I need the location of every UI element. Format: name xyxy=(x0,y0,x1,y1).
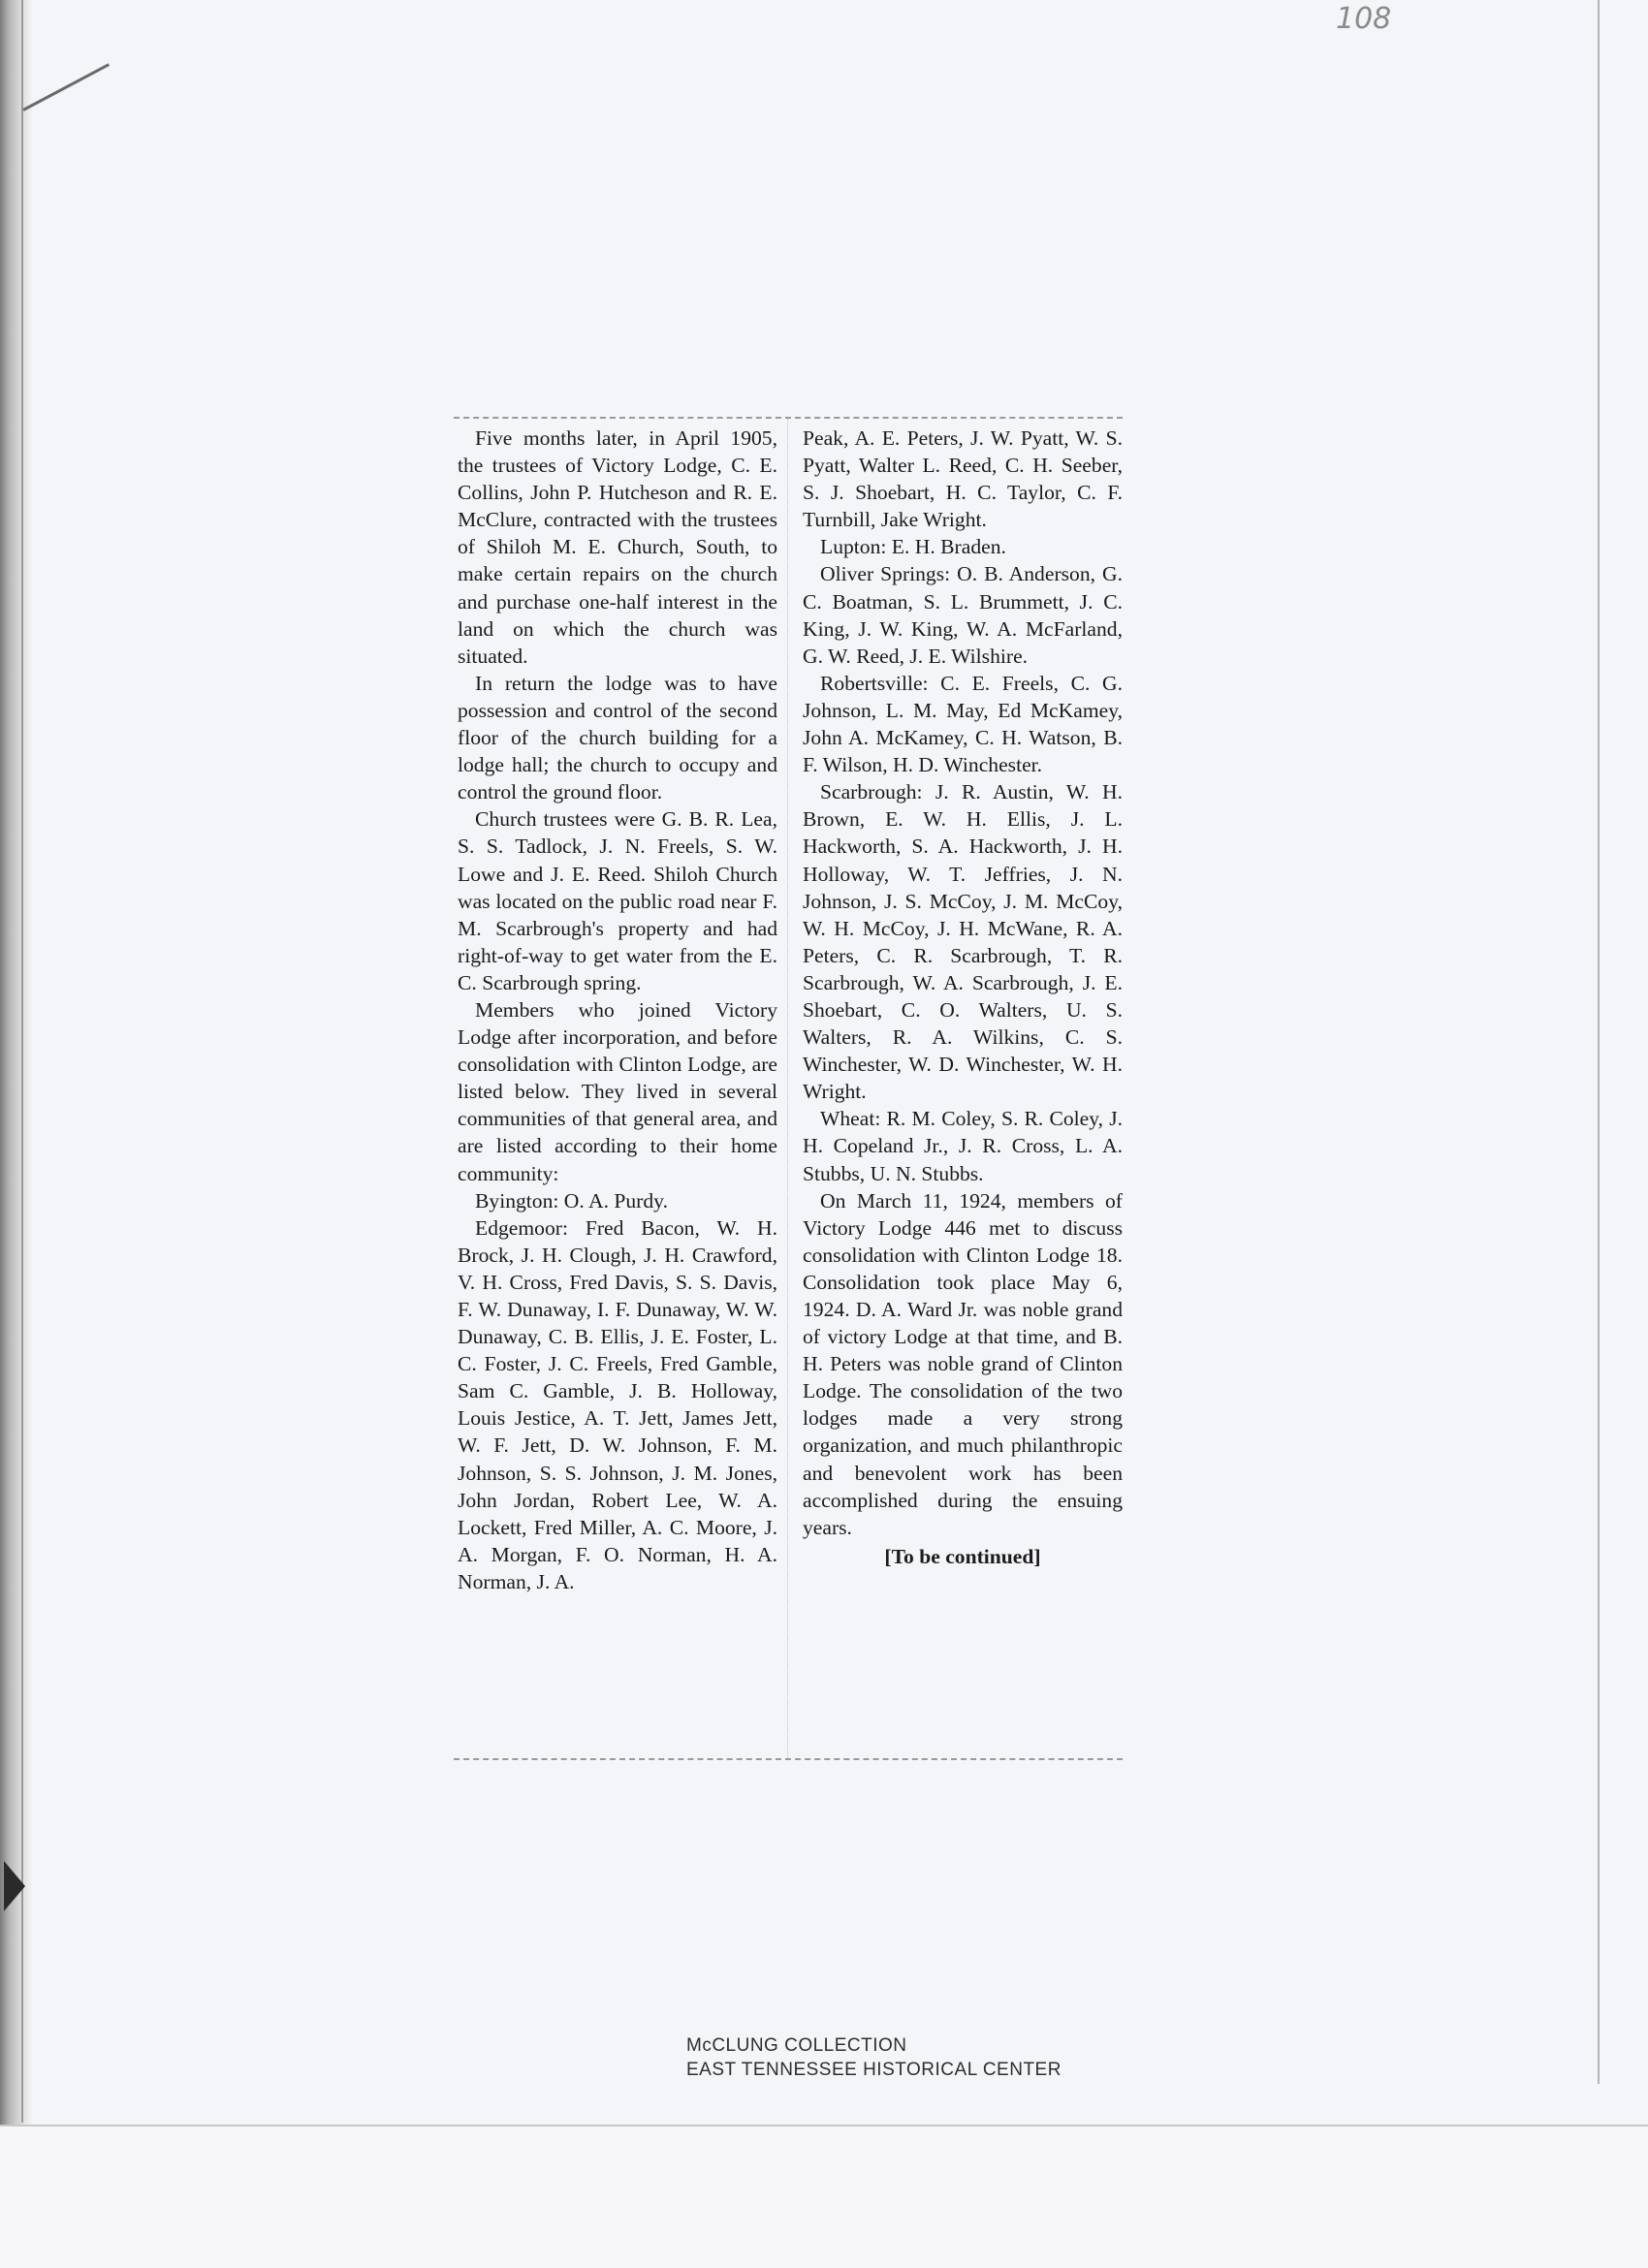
collection-stamp-line-1: McCLUNG COLLECTION xyxy=(686,2035,907,2056)
paragraph-trustees-contract: Five months later, in April 1905, the trustees of Victory Lodge, C. E. Collins, John P. Hutcheson and R. E. McClure, contracted with the trustees of Shiloh M. E. Church, South, to make certain repairs on the church and purchase one-half interest in the land on which the church was situated. xyxy=(458,426,777,668)
paragraph-oliver-springs: Oliver Springs: O. B. Anderson, G. C. Boatman, S. L. Brummett, J. C. King, J. W. King, W. A. McFarland, G. W. Reed, J. E. Wilshire. xyxy=(803,562,1123,668)
newspaper-clipping xyxy=(454,417,1123,1760)
handwritten-page-number: 108 xyxy=(1336,2,1392,36)
scan-left-shadow xyxy=(0,0,33,2266)
collection-stamp xyxy=(686,2033,1062,2082)
paragraph-edgemoor: Edgemoor: Fred Bacon, W. H. Brock, J. H. Clough, J. H. Crawford, V. H. Cross, Fred Davis, S. S. Davis, F. W. Dunaway, I. F. Dunaway, W. W. Dunaway, C. B. Ellis, J. E. Foster, L. C. Foster, J. C. Freels, Fred Gamble, Sam C. Gamble, J. B. Holloway, Louis Jestice, A. T. Jett, James Jett, W. F. Jett, D. W. Johnson, F. M. Johnson, S. S. Johnson, J. M. Jones, John Jordan, Robert Lee, W. A. Lockett, Fred Miller, A. C. Moore, J. A. Morgan, F. O. Norman, H. A. Norman, J. A. xyxy=(458,1215,777,1593)
paragraph-consolidation: On March 11, 1924, members of Victory Lodge 446 met to discuss consolidation with Clinton Lodge 18. Consolidation took place May 6, 1924. D. A. Ward Jr. was noble grand of victory Lodge at that time, and B. H. Peters was noble grand of Clinton Lodge. The consolidation of the two lodges made a very strong organization, and much philanthropic and benevolent work has been accomplished during the ensuing years. xyxy=(803,1188,1123,1539)
paragraph-members-intro: Members who joined Victory Lodge after incorporation, and before consolidation with Clinton Lodge, are listed below. They lived in several communities of that general area, and are listed according to their home community: xyxy=(458,997,777,1185)
right-column xyxy=(803,425,1123,1570)
to-be-continued-note: [To be continued] xyxy=(884,1544,1041,1568)
scan-right-edge-line xyxy=(1598,0,1600,2084)
collection-stamp-line-2: EAST TENNESSEE HISTORICAL CENTER xyxy=(686,2060,1062,2080)
paragraph-lupton: Lupton: E. H. Braden. xyxy=(820,535,1006,559)
paragraph-robertsville: Robertsville: C. E. Freels, C. G. Johnson, L. M. May, Ed McKamey, John A. McKamey, C. H. Watson, B. F. Wilson, H. D. Winchester. xyxy=(803,671,1123,777)
paragraph-scarbrough: Scarbrough: J. R. Austin, W. H. Brown, E. W. H. Ellis, J. L. Hackworth, S. A. Hackworth, J. H. Holloway, W. T. Jeffries, J. N. Johnson, J. S. McCoy, J. M. McCoy, W. H. McCoy, J. H. McWane, R. A. Peters, C. R. Scarbrough, T. R. Scarbrough, W. A. Scarbrough, J. E. Shoebart, C. O. Walters, U. S. Walters, R. A. Wilkins, C. S. Winchester, W. D. Winchester, W. H. Wright. xyxy=(803,780,1123,1104)
paragraph-byington: Byington: O. A. Purdy. xyxy=(475,1188,668,1213)
scan-bottom-band xyxy=(0,2125,1648,2268)
column-divider xyxy=(787,419,788,1758)
punch-hole-marker xyxy=(4,1861,25,1911)
paragraph-wheat: Wheat: R. M. Coley, S. R. Coley, J. H. Copeland Jr., J. R. Cross, L. A. Stubbs, U. N. Stubbs. xyxy=(803,1107,1123,1185)
left-column xyxy=(458,425,777,1595)
paragraph-lodge-possession: In return the lodge was to have possession and control of the second floor of the church building for a lodge hall; the church to occupy and control the ground floor. xyxy=(458,671,777,804)
pen-mark xyxy=(22,63,110,111)
paragraph-edgemoor-continued: Peak, A. E. Peters, J. W. Pyatt, W. S. Pyatt, Walter L. Reed, C. H. Seeber, S. J. Shoebart, H. C. Taylor, C. F. Turnbill, Jake Wright. xyxy=(803,426,1123,532)
paragraph-church-trustees: Church trustees were G. B. R. Lea, S. S. Tadlock, J. N. Freels, S. W. Lowe and J. E. Reed. Shiloh Church was located on the public road near F. M. Scarbrough's property and had right-of-way to get water from the E. C. Scarbrough spring. xyxy=(458,807,777,994)
scan-left-edge-line xyxy=(21,0,23,2123)
